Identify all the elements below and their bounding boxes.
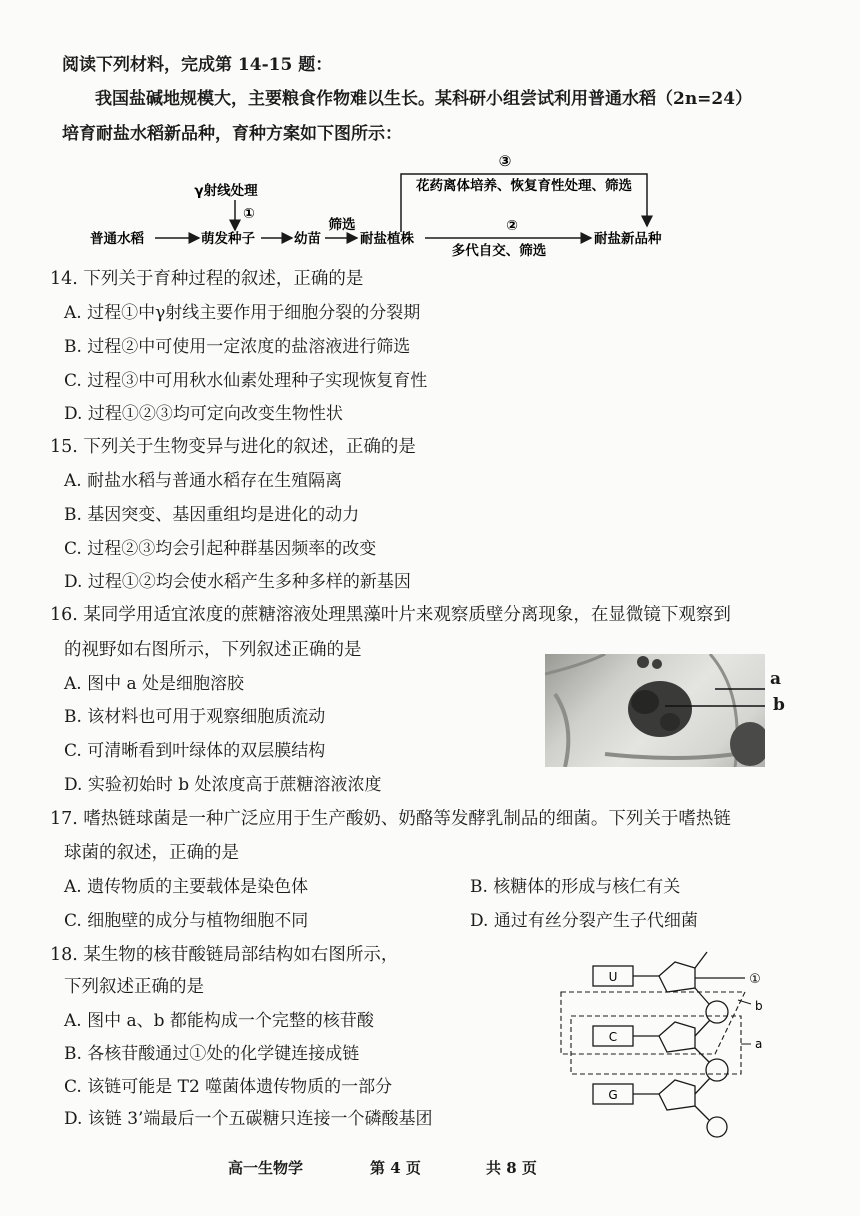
q18-option-a: A. 图中 a、b 都能构成一个完整的核苷酸 [64,1011,374,1031]
q17-option-c: C. 细胞壁的成分与植物细胞不同 [64,911,309,931]
q14-stem: 14. 下列关于育种过程的叙述，正确的是 [50,269,364,289]
q18-stem-line2: 下列叙述正确的是 [64,977,204,997]
material-heading: 阅读下列材料，完成第 14-15 题： [62,55,333,75]
bond-marker-1: ① [749,972,761,987]
q16-stem-line1: 16. 某同学用适宜浓度的蔗糖溶液处理黑藻叶片来观察质壁分离现象，在显微镜下观察到 [50,605,731,625]
q18-stem-line1: 18. 某生物的核苷酸链局部结构如右图所示， [50,945,399,965]
q15-option-d: D. 过程①②均会使水稻产生多种多样的新基因 [64,572,411,592]
step1-marker: ① [243,206,255,222]
step2-marker: ② [506,218,518,234]
q16-option-d: D. 实验初始时 b 处浓度高于蔗糖溶液浓度 [64,775,382,795]
breeding-flow-diagram [85,150,725,260]
q15-stem: 15. 下列关于生物变异与进化的叙述，正确的是 [50,437,416,457]
q14-option-a: A. 过程①中γ射线主要作用于细胞分裂的分裂期 [64,303,421,323]
q16-stem-line2: 的视野如右图所示，下列叙述正确的是 [64,640,362,660]
node-germinating-seed: 萌发种子 [201,231,255,247]
step3-label: 花药离体培养、恢复育性处理、筛选 [416,178,632,194]
node-seedling: 幼苗 [294,231,321,247]
footer-page: 第 4 页 [370,1159,421,1177]
q15-option-a: A. 耐盐水稻与普通水稻存在生殖隔离 [64,471,343,491]
q17-stem-line1: 17. 嗜热链球菌是一种广泛应用于生产酸奶、奶酪等发酵乳制品的细菌。下列关于嗜热链 [50,809,731,829]
micro-label-b: b [773,695,785,715]
q15-option-b: B. 基因突变、基因重组均是进化的动力 [64,505,360,525]
q14-option-b: B. 过程②中可使用一定浓度的盐溶液进行筛选 [64,337,411,357]
q17-option-b: B. 核糖体的形成与核仁有关 [470,877,681,897]
q14-option-c: C. 过程③中可用秋水仙素处理种子实现恢复育性 [64,371,428,391]
q17-stem-line2: 球菌的叙述，正确的是 [64,843,239,863]
microscope-image [545,654,765,767]
region-label-a: a [755,1037,763,1051]
q18-option-b: B. 各核苷酸通过①处的化学键连接成链 [64,1044,360,1064]
material-paragraph-line1: 我国盐碱地规模大，主要粮食作物难以生长。某科研小组尝试利用普通水稻（2n=24） [95,89,753,109]
footer-total: 共 8 页 [486,1159,537,1177]
base-u: U [608,970,618,984]
q16-option-c: C. 可清晰看到叶绿体的双层膜结构 [64,741,326,761]
nucleotide-chain-diagram [555,944,775,1140]
step3-marker: ③ [498,152,512,170]
micro-label-a: a [770,669,782,689]
node-ordinary-rice: 普通水稻 [90,231,144,247]
step2-label: 多代自交、筛选 [451,243,547,259]
base-g: G [608,1088,618,1102]
q14-option-d: D. 过程①②③均可定向改变生物性状 [64,404,343,424]
footer-subject: 高一生物学 [228,1159,304,1177]
gamma-treatment-label: γ射线处理 [194,183,258,199]
q18-option-d: D. 该链 3’端最后一个五碳糖只连接一个磷酸基团 [64,1109,433,1129]
node-salt-tolerant-plant: 耐盐植株 [360,231,414,247]
q17-option-d: D. 通过有丝分裂产生子代细菌 [470,911,698,931]
base-c: C [608,1030,618,1044]
material-paragraph-line2: 培育耐盐水稻新品种，育种方案如下图所示： [62,124,402,144]
q18-option-c: C. 该链可能是 T2 噬菌体遗传物质的一部分 [64,1077,393,1097]
q17-option-a: A. 遗传物质的主要载体是染色体 [64,877,309,897]
q16-option-b: B. 该材料也可用于观察细胞质流动 [64,707,326,727]
screen-label: 筛选 [328,217,356,233]
region-label-b: b [755,999,763,1013]
q15-option-c: C. 过程②③均会引起种群基因频率的改变 [64,539,377,559]
node-new-variety: 耐盐新品种 [594,231,662,247]
q16-option-a: A. 图中 a 处是细胞溶胶 [64,674,245,694]
